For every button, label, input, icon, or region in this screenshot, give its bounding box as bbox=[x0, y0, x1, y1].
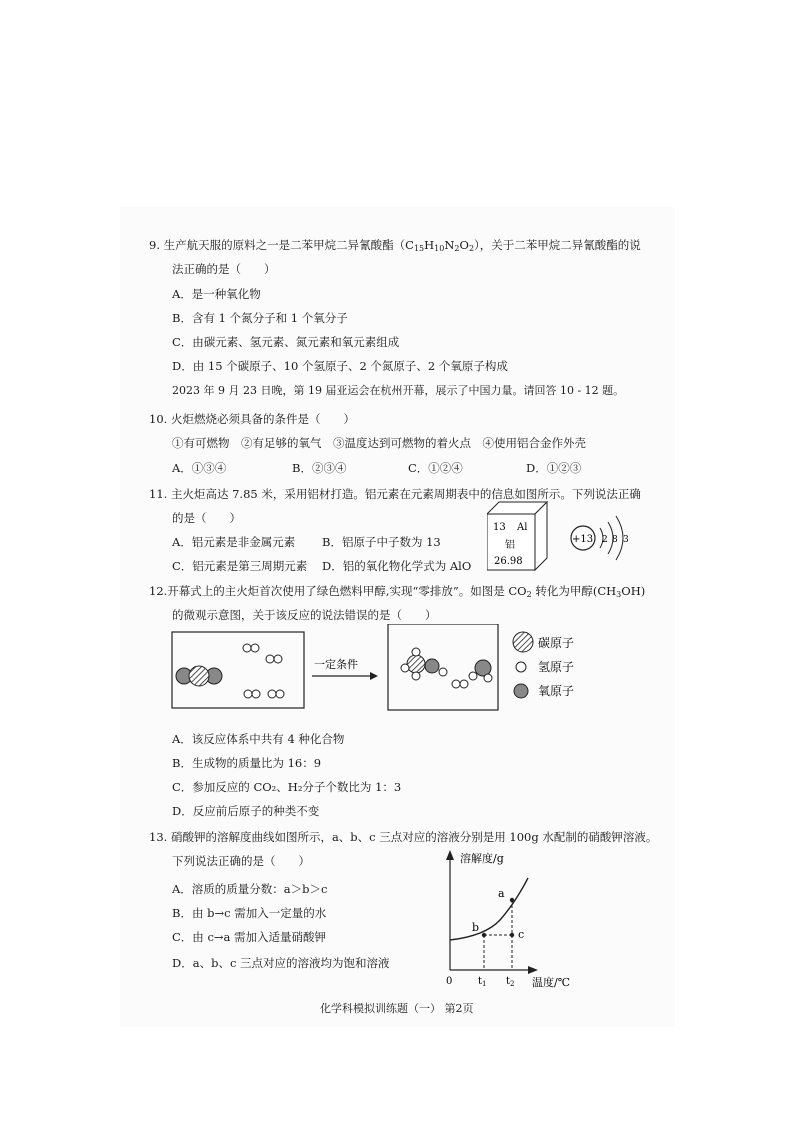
q9-option-d: D．由 15 个碳原子、10 个氢原子、2 个氮原子、2 个氧原子构成 bbox=[172, 359, 508, 373]
h2-molecule bbox=[266, 655, 282, 663]
reaction-arrow-head bbox=[370, 672, 378, 680]
legend-carbon-symbol bbox=[513, 632, 533, 652]
legend bbox=[513, 632, 574, 698]
q10-option-b: B．②③④ bbox=[292, 461, 347, 475]
legend-hydrogen-label: 氢原子 bbox=[538, 660, 575, 674]
element-mass: 26.98 bbox=[494, 556, 523, 567]
h2-molecule bbox=[244, 690, 260, 698]
point-a bbox=[510, 898, 514, 902]
q9-stem-a: 生产航天服的原料之一是二苯甲烷二异氰酸酯（ bbox=[163, 238, 406, 252]
h2-molecule bbox=[452, 680, 468, 688]
x-axis-label: 温度/℃ bbox=[532, 976, 571, 989]
h2-molecule bbox=[268, 690, 284, 698]
t1-label: $t_1$ bbox=[478, 976, 487, 988]
reaction-condition: 一定条件 bbox=[314, 658, 358, 671]
q11-option-a: A．铝元素是非金属元素 bbox=[172, 535, 296, 549]
q12-option-d: D．反应前后原子的种类不变 bbox=[172, 804, 320, 818]
y-axis-label: 溶解度/g bbox=[460, 852, 504, 865]
aluminum-atom-diagram bbox=[568, 514, 638, 564]
origin-label: 0 bbox=[446, 976, 453, 987]
q9-option-a: A．是一种氧化物 bbox=[172, 287, 261, 301]
t2-label: $t_2$ bbox=[506, 976, 515, 988]
section-intro: 2023 年 9 月 23 日晚，第 19 届亚运会在杭州开幕，展示了中国力量。请回答 10 - 12 题。 bbox=[172, 384, 625, 397]
q13-number: 13. bbox=[149, 830, 168, 844]
q10-stem bbox=[149, 411, 355, 427]
legend-oxygen-label: 氧原子 bbox=[538, 684, 575, 698]
element-tile-side bbox=[535, 502, 547, 570]
q12-stem-line2: 的微观示意图，关于该反应的说法错误的是（ ） bbox=[172, 608, 437, 622]
legend-carbon-label: 碳原子 bbox=[538, 636, 575, 650]
q11-option-b: B．铝原子中子数为 13 bbox=[322, 535, 441, 549]
q10-stem-text: 火炬燃烧必须具备的条件是（ ） bbox=[170, 412, 355, 426]
x-axis-arrow bbox=[528, 966, 538, 974]
q13-option-c: C．由 c→a 需加入适量硝酸钾 bbox=[172, 930, 327, 944]
point-a-label: a bbox=[498, 887, 505, 900]
point-c-label: c bbox=[518, 928, 525, 941]
element-tile-figure bbox=[487, 500, 549, 572]
q9-stem-line1 bbox=[149, 237, 641, 257]
q11-number: 11. bbox=[149, 487, 168, 501]
q12-option-a: A．该反应体系中共有 4 种化合物 bbox=[172, 732, 345, 746]
q12-option-b: B．生成物的质量比为 16：9 bbox=[172, 756, 322, 770]
reaction-micro-diagram bbox=[170, 624, 618, 716]
q13-option-d: D．a、b、c 三点对应的溶液均为饱和溶液 bbox=[172, 956, 390, 970]
element-number: 13 bbox=[493, 522, 506, 533]
q13-option-a: A．溶质的质量分数：a＞b＞c bbox=[172, 882, 328, 896]
co2-molecule bbox=[176, 666, 222, 686]
q10-option-a: A．①③④ bbox=[172, 461, 227, 475]
q13-option-b: B．由 b→c 需加入一定量的水 bbox=[172, 906, 327, 920]
q11-stem-a: 主火炬高达 7.85 米，采用铝材打造。铝元素在元素周期表中的信息如图所示。下列说法正确 bbox=[170, 487, 641, 501]
carbon-atom bbox=[189, 666, 209, 686]
q9-number: 9. bbox=[149, 238, 160, 252]
nucleus-charge: +13 bbox=[572, 534, 594, 545]
element-name: 铝 bbox=[505, 540, 515, 551]
shell-3-electrons: 3 bbox=[623, 535, 629, 545]
q10-number: 10. bbox=[149, 412, 168, 426]
q13-stem-line1 bbox=[149, 829, 657, 845]
q12-stem-a: 开幕式上的主火炬首次使用了绿色燃料甲醇,实现“零排放”。如图是 CO bbox=[167, 584, 527, 598]
y-axis-arrow bbox=[446, 850, 454, 860]
methanol-molecule bbox=[401, 648, 447, 680]
legend-oxygen-symbol bbox=[514, 684, 528, 698]
q9-stem-b: ），关于二苯甲烷二异氰酸酯的说 bbox=[474, 238, 641, 252]
q12-number: 12. bbox=[149, 584, 168, 598]
q13-stem-line2: 下列说法正确的是（ ） bbox=[172, 854, 310, 868]
q12-option-c: C．参加反应的 CO₂、H₂分子个数比为 1：3 bbox=[172, 780, 402, 794]
shell-1-electrons: 2 bbox=[602, 535, 608, 545]
q10-option-d: D．①②③ bbox=[526, 461, 582, 475]
shell-2-electrons: 8 bbox=[612, 535, 618, 545]
solubility-curve-graph bbox=[440, 848, 590, 990]
water-molecule bbox=[469, 660, 492, 682]
q13-stem-a: 硝酸钾的溶解度曲线如图所示，a、b、c 三点对应的溶液分别是用 100g 水配制的硝酸钾溶液。 bbox=[170, 830, 658, 844]
q12-stem-line1: 12.开幕式上的主火炬首次使用了绿色燃料甲醇,实现“零排放”。如图是 $CO_2$ 转化为甲醇$(CH_3OH)$ bbox=[149, 584, 646, 599]
element-symbol: Al bbox=[517, 522, 528, 533]
h2-molecule bbox=[243, 644, 259, 652]
q9-option-c: C．由碳元素、氢元素、氮元素和氧元素组成 bbox=[172, 335, 400, 349]
solubility-curve bbox=[450, 878, 528, 940]
q10-conditions: ①有可燃物 ②有足够的氧气 ③温度达到可燃物的着火点 ④使用铝合金作外壳 bbox=[172, 436, 586, 450]
q11-stem-line2: 的是（ ） bbox=[172, 511, 241, 525]
point-b bbox=[482, 933, 486, 937]
q9-formula: $C_{15}H_{10}N_2O_2$ bbox=[405, 238, 475, 253]
q11-option-c: C．铝元素是第三周期元素 bbox=[172, 559, 308, 573]
point-c bbox=[510, 933, 514, 937]
page-footer: 化学科模拟训练题（一） 第2页 bbox=[320, 1002, 474, 1015]
legend-hydrogen-symbol bbox=[516, 662, 526, 672]
q9-option-b: B．含有 1 个氮分子和 1 个氧分子 bbox=[172, 311, 348, 325]
q11-stem-line1 bbox=[149, 486, 641, 502]
q10-option-c: C．①②④ bbox=[408, 461, 463, 475]
q11-option-d: D．铝的氧化物化学式为 AlO bbox=[322, 559, 472, 573]
point-b-label: b bbox=[472, 921, 480, 934]
q9-stem-line2: 法正确的是（ ） bbox=[172, 262, 276, 276]
